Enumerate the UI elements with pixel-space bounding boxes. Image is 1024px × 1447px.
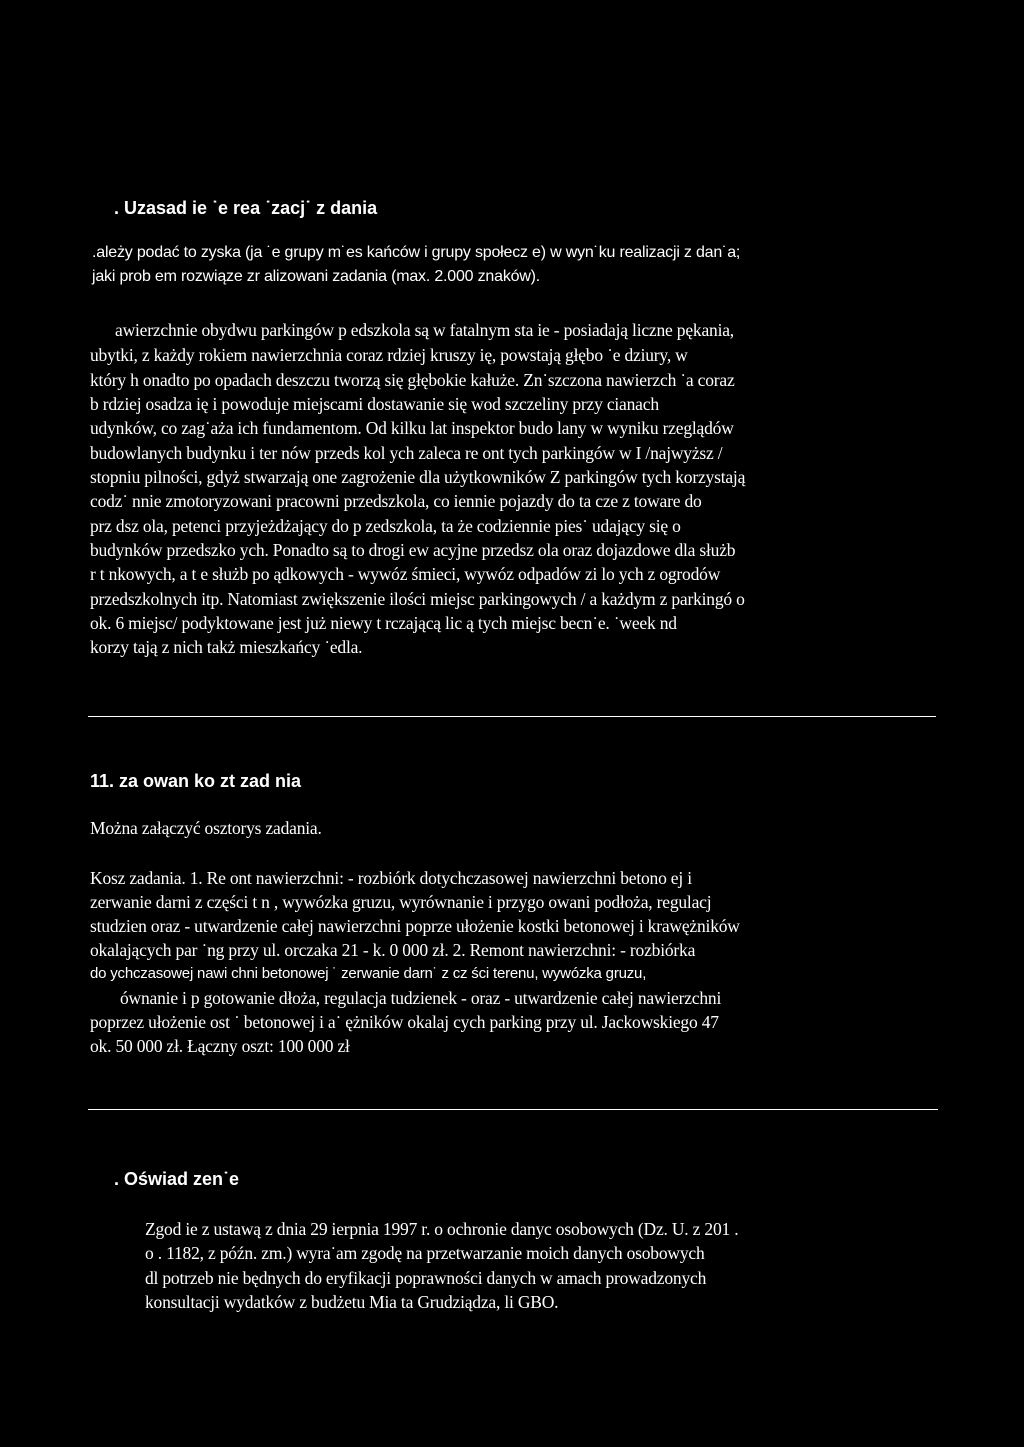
justification-body-line: budynków przedszko ych. Ponadto są to drogi ew acyjne przedsz ola oraz dojazdowe dla służb: [90, 540, 736, 560]
section-divider: [88, 1109, 938, 1110]
cost-body-line: ównanie i p gotowanie dłoża, regulacja tudzienek - oraz - utwardzenie całej nawierzchni: [120, 988, 722, 1008]
section-divider: [88, 716, 936, 717]
justification-body-line: przedszkolnych itp. Natomiast zwiększenie ilości miejsc parkingowych / a każdym z parkingó o: [90, 589, 745, 609]
justification-body-line: ubytki, z każdy rokiem nawierzchnia coraz rdziej kruszy ię, powstają głębo ˙e dziury, w: [90, 345, 688, 365]
cost-body-line: Kosz zadania. 1. Re ont nawierzchni: - rozbiórk dotychczasowej nawierzchni betono ej i: [90, 868, 692, 888]
cost-body-line: do ychczasowej nawi chni betonowej ˙ zerwanie darn˙ z cz ści terenu, wywózka gruzu,: [90, 965, 647, 982]
statement-body-line: o . 1182, z późn. zm.) wyra˙am zgodę na przetwarzanie moich danych osobowych: [145, 1243, 705, 1263]
justification-body-line: budowlanych budynku i ter nów przeds kol ych zaleca re ont tych parkingów w I /najwyższ /: [90, 443, 723, 463]
justification-body-line: ok. 6 miejsc/ podyktowane jest już niewy t rczającą lic ą tych miejsc becn˙e. ˙week nd: [90, 613, 677, 633]
cost-body-line: poprzez ułożenie ost ˙ betonowej i a˙ ężników okalaj cych parking przy ul. Jackowskiego 47: [90, 1012, 719, 1032]
justification-body-line: udynków, co zag˙aża ich fundamentom. Od kilku lat inspektor budo lany w wyniku rzeglądów: [90, 418, 734, 438]
justification-body-line: stopniu pilności, gdyż stwarzają one zagrożenie dla użytkowników Z parkingów tych korzystają: [90, 467, 746, 487]
justification-body-line: który h onadto po opadach deszczu tworzą się głębokie kałuże. Zn˙szczona nawierzch ˙a coraz: [90, 370, 735, 390]
statement-heading: . Oświad zen˙e: [114, 1169, 240, 1189]
justification-heading: . Uzasad ie ˙e rea ˙zacj˙ z dania: [114, 198, 378, 218]
justification-body-line: prz dsz ola, petenci przyjeżdżający do p zedszkola, ta że codziennie pies˙ udający się o: [90, 516, 681, 536]
statement-body-line: dl potrzeb nie będnych do eryfikacji poprawności danych w amach prowadzonych: [145, 1268, 707, 1288]
justification-body-line: korzy tają z nich takż mieszkańcy ˙edla.: [90, 637, 363, 657]
statement-body-line: Zgod ie z ustawą z dnia 29 ierpnia 1997 r. o ochronie danyc osobowych (Dz. U. z 201 .: [145, 1219, 739, 1239]
cost-body-line: okalających par ˙ng przy ul. orczaka 21 - k. 0 000 zł. 2. Remont nawierzchni: - rozbiórka: [90, 940, 696, 960]
statement-body-line: konsultacji wydatków z budżetu Mia ta Grudziądza, li GBO.: [145, 1292, 559, 1312]
justification-body-line: b rdziej osadza ię i powoduje miejscami dostawanie się wod szczeliny przy cianach: [90, 394, 659, 414]
cost-body-line: zerwanie darni z części t n , wywózka gruzu, wyrównanie i przygo owani podłoża, regulacj: [90, 892, 712, 912]
justification-instruction-line-2: jaki prob em rozwiąze zr alizowani zadania (max. 2.000 znaków).: [92, 268, 541, 285]
cost-heading: 11. za owan ko zt zad nia: [90, 771, 302, 791]
justification-body-line: awierzchnie obydwu parkingów p edszkola są w fatalnym sta ie - posiadają liczne pękania,: [115, 320, 734, 340]
cost-body-line: ok. 50 000 zł. Łączny oszt: 100 000 zł: [90, 1036, 350, 1056]
justification-body-line: codz˙ nnie zmotoryzowani pracowni przedszkola, co iennie pojazdy do ta cze z toware do: [90, 491, 702, 511]
cost-body-line: studzien oraz - utwardzenie całej nawierzchni poprze ułożenie kostki betonowej i krawężników: [90, 916, 740, 936]
justification-body-line: r t nkowych, a t e służb po ądkowych - wywóz śmieci, wywóz odpadów zi lo ych z ogrodów: [90, 564, 721, 584]
justification-instruction-line-1: .ależy podać to zyska (ja ˙e grupy m˙es kańców i grupy społecz e) w wyn˙ku realizacji z dan˙a;: [92, 244, 741, 261]
cost-instruction: Można załączyć osztorys zadania.: [90, 818, 322, 838]
